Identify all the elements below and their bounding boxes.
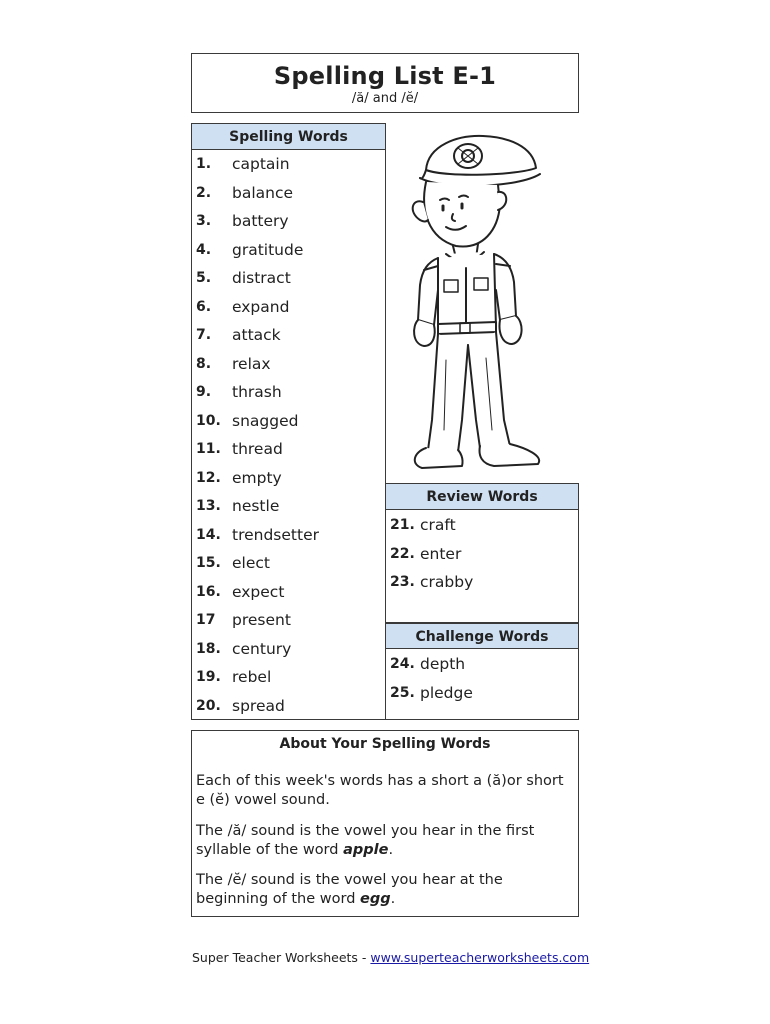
spelling-word-item <box>192 549 385 578</box>
spelling-word-item-word: elect <box>232 554 270 572</box>
challenge-word-item-number: 24. <box>390 656 415 672</box>
spelling-word-item <box>192 435 385 464</box>
page-title: Spelling List E-1 <box>273 62 497 90</box>
challenge-words-list <box>386 649 578 707</box>
spelling-word-item-word: battery <box>232 212 289 230</box>
footer <box>192 950 589 965</box>
spelling-word-item <box>192 578 385 607</box>
spelling-word-item <box>192 521 385 550</box>
spelling-word-item <box>192 492 385 521</box>
spelling-word-item-word: expect <box>232 582 285 601</box>
about-box <box>191 730 579 917</box>
title-box <box>191 53 579 113</box>
spelling-word-item-number: 10. <box>196 412 221 429</box>
challenge-word-item-number: 25. <box>390 684 415 701</box>
review-word-item-word: craft <box>420 516 456 534</box>
spelling-word-item-word: nestle <box>232 497 280 515</box>
spelling-word-item-number: 18. <box>196 640 221 657</box>
spelling-word-item-word: attack <box>232 326 281 344</box>
footer-link[interactable]: www.superteacherworksheets.com <box>370 950 590 965</box>
spelling-word-item-word: relax <box>232 354 271 373</box>
about-heading: About Your Spelling Words <box>279 736 491 752</box>
review-word-item-number: 22. <box>390 545 415 562</box>
challenge-word-item <box>386 650 578 679</box>
spelling-word-item-word: thrash <box>232 383 282 401</box>
spelling-word-item-number: 8. <box>196 355 212 372</box>
spelling-word-item <box>192 378 385 407</box>
challenge-word-item <box>386 679 578 708</box>
spelling-word-item <box>192 264 385 293</box>
spelling-word-item <box>192 692 385 721</box>
review-words-heading: Review Words <box>386 484 578 510</box>
about-paragraph-3 <box>196 871 574 909</box>
spelling-word-item-number: 20. <box>196 697 221 714</box>
spelling-word-item-number: 15. <box>196 555 221 571</box>
review-word-item-word: enter <box>420 544 462 563</box>
about-paragraph-3-text: The /ĕ/ sound is the vowel you hear at the beginning of the word <box>196 872 503 907</box>
spelling-word-item-word: thread <box>232 440 283 458</box>
captain-illustration <box>398 130 568 475</box>
spelling-word-item-word: gratitude <box>232 240 304 259</box>
footer-label: Super Teacher Worksheets - <box>192 950 371 965</box>
spelling-word-item-number: 3. <box>196 213 212 229</box>
about-paragraph-1: Each of this week's words has a short a (ă)or short e (ĕ) vowel sound. <box>196 773 564 808</box>
spelling-word-item <box>192 464 385 493</box>
review-word-item-number: 21. <box>390 517 415 533</box>
challenge-words-heading: Challenge Words <box>386 623 578 649</box>
spelling-word-item-word: present <box>232 611 291 629</box>
spelling-word-item-number: 12. <box>196 469 221 486</box>
spelling-word-item <box>192 635 385 664</box>
spelling-word-item <box>192 350 385 379</box>
spelling-word-item-word: balance <box>232 183 294 202</box>
challenge-word-item-word: pledge <box>420 683 473 702</box>
spelling-word-item-number: 13. <box>196 498 221 514</box>
review-word-item <box>386 511 578 540</box>
review-word-item-word: crabby <box>420 573 474 591</box>
spelling-word-item-word: expand <box>232 297 290 316</box>
spelling-word-item <box>192 179 385 208</box>
spelling-word-item <box>192 407 385 436</box>
spelling-word-item-number: 1. <box>196 156 212 172</box>
spelling-word-item-word: captain <box>232 155 290 173</box>
example-word-apple: apple <box>343 842 389 858</box>
spelling-word-item <box>192 321 385 350</box>
example-word-egg: egg <box>360 891 391 907</box>
challenge-words-box <box>385 623 579 720</box>
about-paragraph-2 <box>196 822 574 860</box>
spelling-word-item <box>192 606 385 635</box>
page-subtitle: /ă/ and /ĕ/ <box>351 91 419 106</box>
review-words-box <box>385 483 579 623</box>
spelling-word-item-number: 11. <box>196 441 221 457</box>
spelling-word-item <box>192 293 385 322</box>
spelling-word-item-word: spread <box>232 696 285 715</box>
spelling-word-item-word: empty <box>232 468 282 487</box>
review-word-item <box>386 540 578 569</box>
spelling-word-item <box>192 663 385 692</box>
spelling-word-item-number: 5. <box>196 270 212 286</box>
spelling-word-item-number: 7. <box>196 327 212 343</box>
spelling-word-item-number: 2. <box>196 184 212 201</box>
spelling-words-heading: Spelling Words <box>192 124 385 150</box>
spelling-word-item-number: 19. <box>196 669 221 685</box>
spelling-word-item-word: trendsetter <box>232 525 319 544</box>
spelling-word-item-word: distract <box>232 269 291 287</box>
spelling-words-list <box>192 150 385 720</box>
spelling-words-box <box>191 123 386 720</box>
about-paragraph-2-end: . <box>388 842 394 858</box>
spelling-word-item-number: 9. <box>196 384 212 400</box>
review-word-item <box>386 568 578 597</box>
spelling-word-item-number: 4. <box>196 241 212 258</box>
spelling-word-item-number: 16. <box>196 583 221 600</box>
spelling-word-item <box>192 207 385 236</box>
spelling-word-item-number: 17 <box>196 612 216 628</box>
about-paragraph-2-text: The /ă/ sound is the vowel you hear in the first syllable of the word <box>196 823 535 858</box>
about-paragraph-3-end: . <box>390 891 396 907</box>
review-word-item-number: 23. <box>390 574 415 590</box>
spelling-word-item <box>192 236 385 265</box>
spelling-word-item <box>192 150 385 179</box>
spelling-word-item-word: rebel <box>232 668 272 686</box>
review-words-list <box>386 510 578 597</box>
spelling-word-item-number: 14. <box>196 526 221 543</box>
spelling-word-item-number: 6. <box>196 298 212 315</box>
challenge-word-item-word: depth <box>420 655 466 673</box>
spelling-word-item-word: snagged <box>232 411 299 430</box>
spelling-word-item-word: century <box>232 639 292 658</box>
